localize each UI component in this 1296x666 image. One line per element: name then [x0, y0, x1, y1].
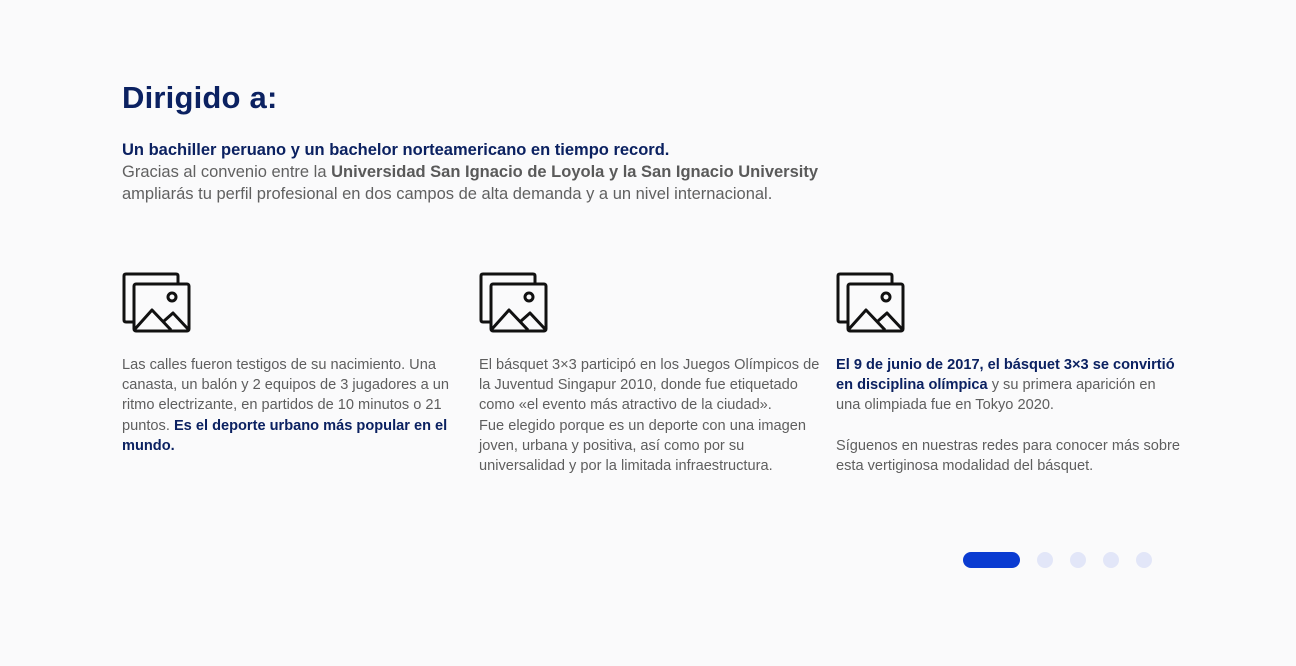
card-3-text — [836, 355, 1181, 476]
card-2-text — [479, 355, 824, 476]
pagination-dot-3[interactable] — [1070, 552, 1086, 568]
image-gallery-icon — [122, 272, 192, 334]
card-2-body-2: Fue elegido porque es un deporte con una imagen joven, urbana y positiva, así como por su universalidad y por la limitada infraestructura. — [479, 417, 806, 475]
feature-card-3 — [836, 272, 1181, 476]
intro-universities: Universidad San Ignacio de Loyola y la San Ignacio University — [331, 163, 819, 181]
card-1-body: Las calles fueron testigos de su nacimiento. Una canasta, un balón y 2 equipos de 3 jugadores a un ritmo electrizante, en partidos de 10 minutos o 21 puntos. — [122, 357, 449, 434]
pagination-dot-1[interactable] — [963, 552, 1020, 568]
pagination-dot-4[interactable] — [1103, 552, 1119, 568]
image-gallery-icon — [479, 272, 549, 334]
card-3-highlight: El 9 de junio de 2017, el básquet 3×3 se convirtió en disciplina olímpica — [836, 357, 1175, 394]
card-2-body-1: El básquet 3×3 participó en los Juegos Olímpicos de la Juventud Singapur 2010, donde fue etiquetado como «el evento más atractivo de la ciudad». — [479, 357, 820, 414]
card-1-text — [122, 355, 467, 456]
intro-text-part-2: ampliarás tu perfil profesional en dos campos de alta demanda y a un nivel internacional. — [122, 185, 773, 203]
pagination-dot-5[interactable] — [1136, 552, 1152, 568]
intro-text-part-1: Gracias al convenio entre la — [122, 163, 332, 181]
carousel-pagination — [963, 552, 1152, 568]
pagination-dot-2[interactable] — [1037, 552, 1053, 568]
feature-card-2 — [479, 272, 824, 476]
feature-card-1 — [122, 272, 467, 456]
card-3-body-2: Síguenos en nuestras redes para conocer más sobre esta vertiginosa modalidad del básquet. — [836, 437, 1180, 474]
intro-lead: Un bachiller peruano y un bachelor norteamericano en tiempo record. — [122, 141, 670, 159]
intro-text — [122, 139, 822, 205]
card-1-highlight: Es el deporte urbano más popular en el mundo. — [122, 417, 448, 454]
card-3-body-1: y su primera aparición en una olimpiada fue en Tokyo 2020. — [836, 377, 1156, 414]
page-title: Dirigido a: — [122, 80, 278, 115]
image-gallery-icon — [836, 272, 906, 334]
